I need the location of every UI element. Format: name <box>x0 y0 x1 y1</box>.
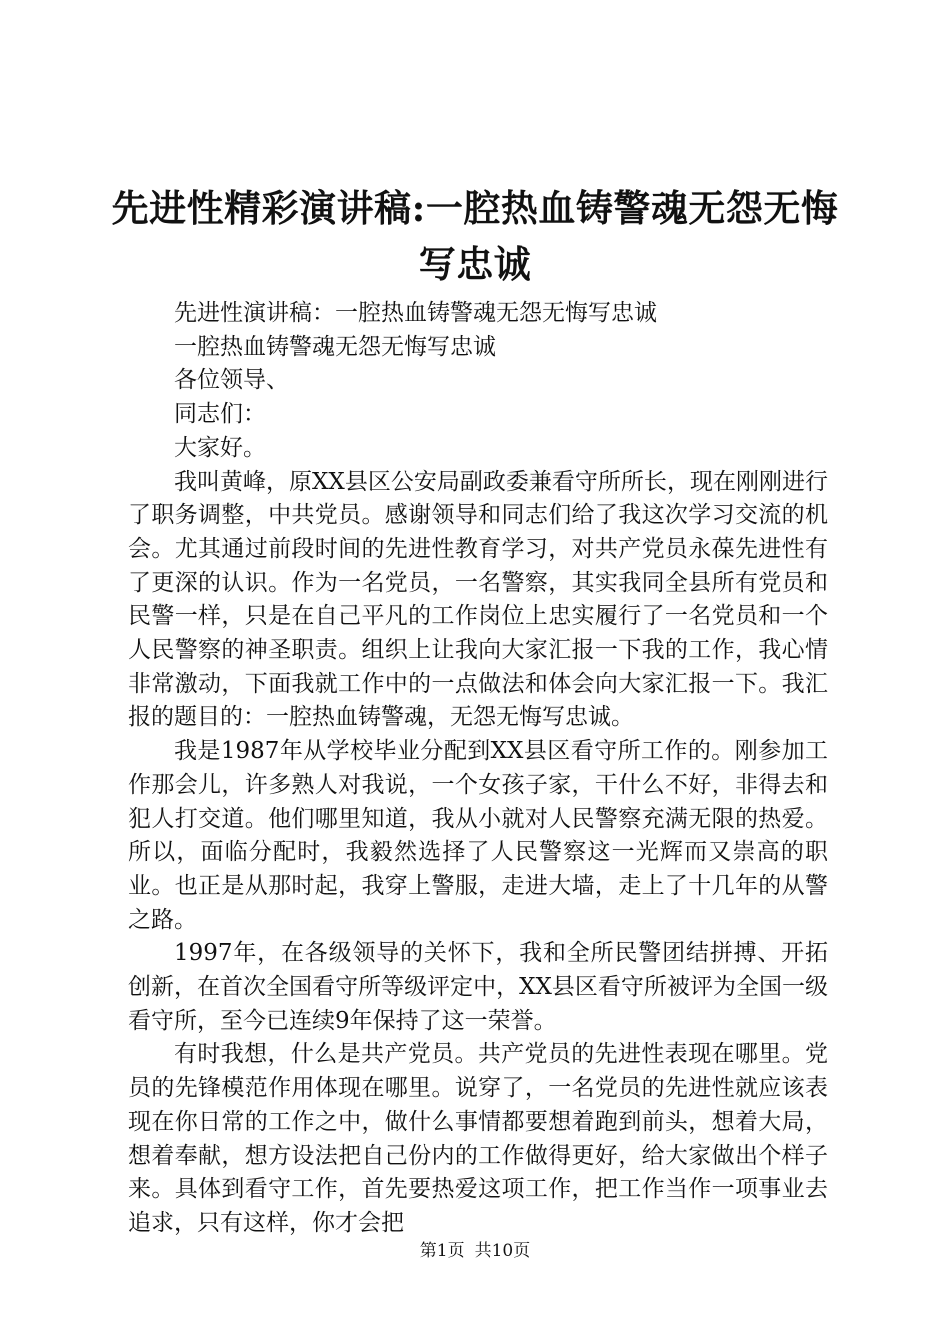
page-number: 第1页 <box>419 1241 465 1261</box>
page-footer <box>0 1243 950 1260</box>
paragraph-1997-honor: 1997年，在各级领导的关怀下，我和全所民警团结拼搏、开拓创新，在首次全国看守所等级评定中，XX县区看守所被评为全国一级看守所，至今已连续9年保持了这一荣誉。 <box>128 940 828 1034</box>
paragraph-subtitle: 先进性演讲稿：一腔热血铸警魂无怨无悔写忠诚 <box>174 300 657 326</box>
paragraph-heading: 一腔热血铸警魂无怨无悔写忠诚 <box>174 333 496 360</box>
paragraph-party-member-reflection: 有时我想，什么是共产党员。共产党员的先进性表现在哪里。党员的先锋模范作用体现在哪里。说穿了，一名党员的先进性就应该表现在你日常的工作之中，做什么事情都要想着跑到前头，想着大局，想着奉献，想方设法把自己份内的工作做得更好，给大家做出个样子来。具体到看守工作，首先要热爱这项工作，把工作当作一项事业去追求，只有这样，你才会把 <box>128 1041 828 1236</box>
paragraph-career-start: 我是1987年从学校毕业分配到XX县区看守所工作的。刚参加工作那会儿，许多熟人对我说，一个女孩子家，干什么不好，非得去和犯人打交道。他们哪里知道，我从小就对人民警察充满无限的热爱。所以，面临分配时，我毅然选择了人民警察这一光辉而又崇高的职业。也正是从那时起，我穿上警服，走进大墙，走上了十几年的从警之路。 <box>128 738 828 933</box>
document-title-line-1: 先进性精彩演讲稿:一腔热血铸警魂无怨无悔 <box>111 186 839 230</box>
document-title-line-2: 写忠诚 <box>418 242 532 286</box>
page-total: 共10页 <box>474 1241 531 1261</box>
paragraph-salutation-comrades: 同志们： <box>174 401 266 428</box>
paragraph-salutation-leaders: 各位领导、 <box>174 367 289 394</box>
paragraph-introduction: 我叫黄峰，原XX县区公安局副政委兼看守所所长，现在刚刚进行了职务调整，中共党员。感谢领导和同志们给了我这次学习交流的机会。尤其通过前段时间的先进性教育学习，对共产党员永葆先进性有了更深的认识。作为一名党员，一名警察，其实我同全县所有党员和民警一样，只是在自己平凡的工作岗位上忠实履行了一名党员和一个人民警察的神圣职责。组织上让我向大家汇报一下我的工作，我心情非常激动，下面我就工作中的一点做法和体会向大家汇报一下。我汇报的题目的：一腔热血铸警魂，无怨无悔写忠诚。 <box>128 468 828 731</box>
paragraph-greeting: 大家好。 <box>174 434 266 461</box>
document-body <box>128 297 828 1241</box>
